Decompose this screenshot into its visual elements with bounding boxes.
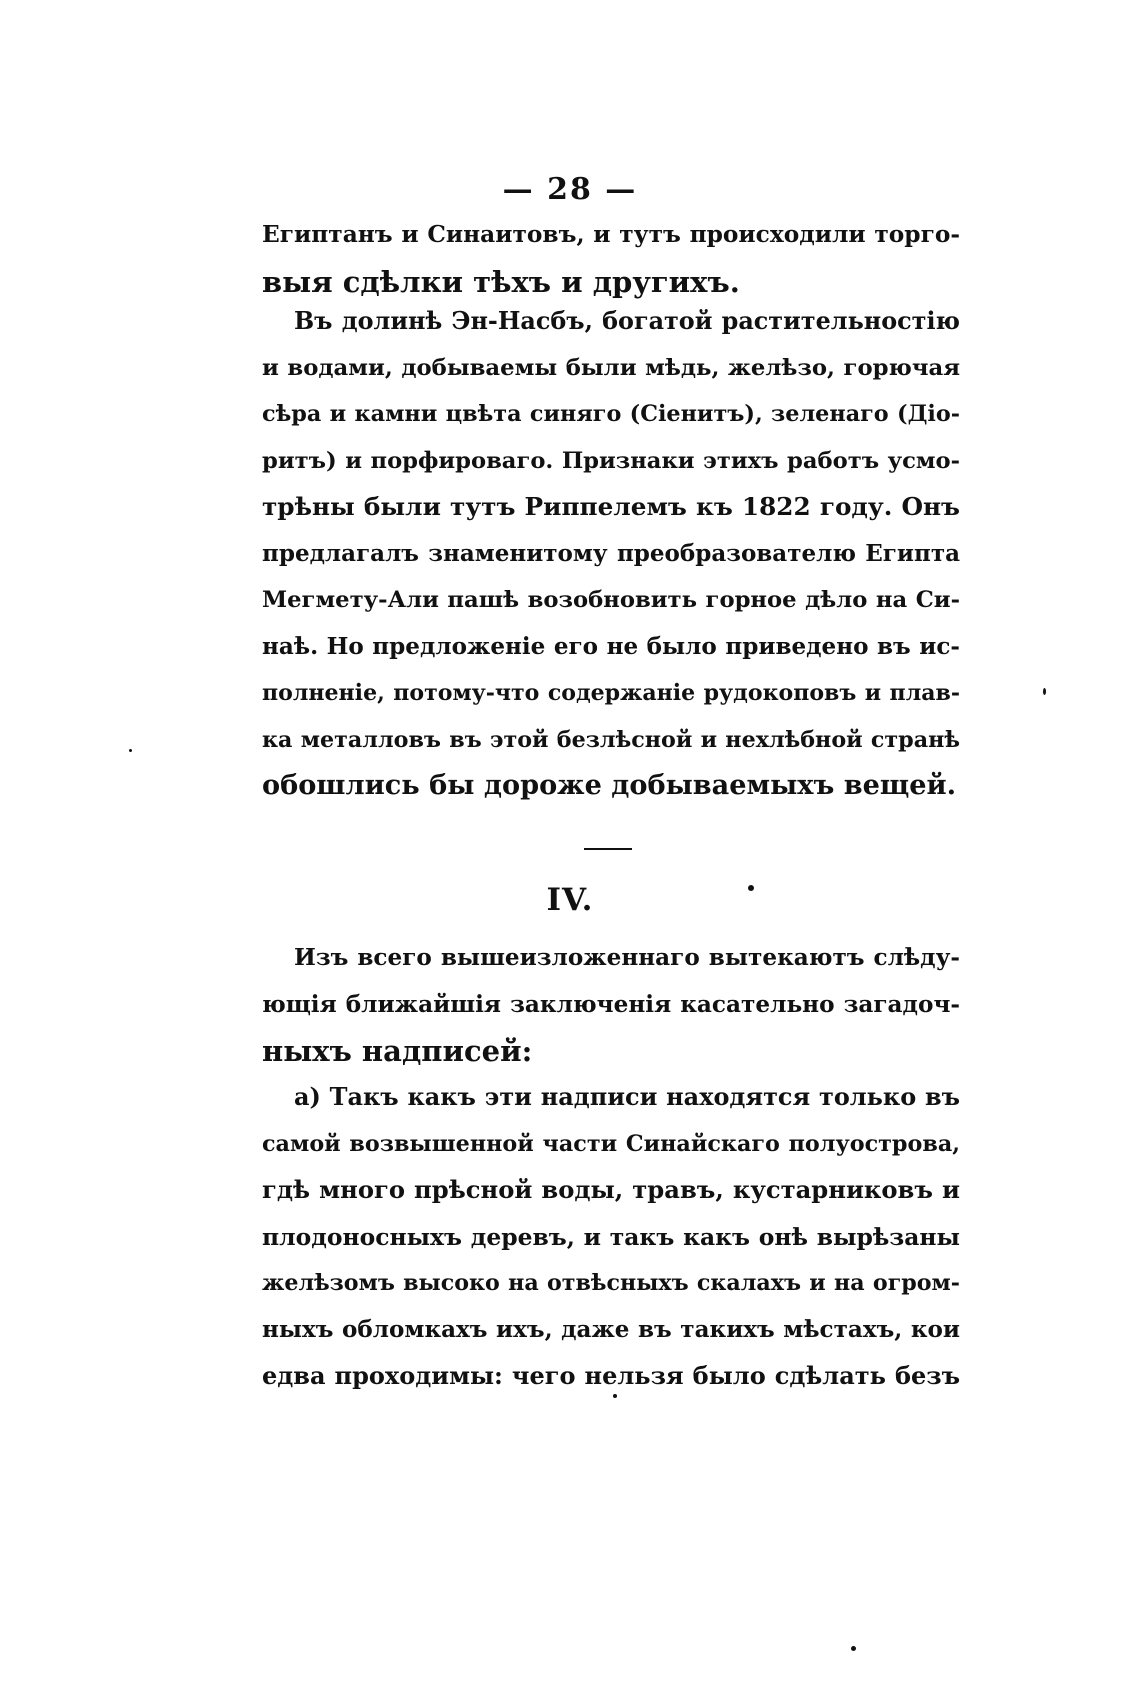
text-line: обошлись бы дороже добываемыхъ вещей.	[262, 770, 957, 801]
text-line: желѣзомъ высоко на отвѣсныхъ скалахъ и на огром-	[262, 1270, 960, 1296]
scan-speck	[851, 1646, 856, 1651]
text-line: едва проходимы: чего нельзя было сдѣлать безъ	[262, 1361, 960, 1390]
text-line: ритъ) и порфироваго. Признаки этихъ работъ усмо-	[262, 447, 960, 474]
paragraph-point-a	[262, 1074, 960, 1400]
scan-speck	[748, 885, 754, 891]
text-line: сѣра и камни цвѣта синяго (Сіенитъ), зеленаго (Діо-	[262, 401, 960, 427]
paragraph-conclusions-intro	[262, 935, 960, 1075]
text-line: Въ долинѣ Эн-Насбъ, богатой растительностію	[294, 307, 960, 335]
scan-speck	[129, 749, 132, 752]
text-line: самой возвышенной части Синайскаго полуострова,	[262, 1130, 960, 1157]
text-line: а) Такъ какъ эти надписи находятся только въ	[294, 1083, 960, 1111]
paragraph-continuation	[262, 212, 960, 305]
text-line: Изъ всего вышеизложеннаго вытекаютъ слѣду-	[294, 944, 960, 971]
text-line: ка металловъ въ этой безлѣсной и нехлѣбной странѣ	[262, 726, 960, 753]
text-line: ныхъ надписей:	[262, 1034, 533, 1068]
text-line: и водами, добываемы были мѣдь, желѣзо, горючая	[262, 354, 960, 381]
text-line: предлагалъ знаменитому преобразователю Египта	[262, 539, 960, 567]
paragraph-mining	[262, 298, 960, 810]
text-line: полненіе, потому-что содержаніе рудокоповъ и плав-	[262, 680, 960, 706]
text-line: наѣ. Но предложеніе его не было приведено въ ис-	[262, 632, 960, 660]
text-line: гдѣ много прѣсной воды, травъ, кустарниковъ и	[262, 1175, 960, 1204]
scan-speck	[613, 1394, 617, 1398]
page-number: — 28 —	[502, 172, 638, 207]
section-divider	[584, 848, 632, 850]
text-line: Мегмету-Али пашѣ возобновить горное дѣло на Си-	[262, 587, 960, 613]
text-line: выя сдѣлки тѣхъ и другихъ.	[262, 264, 740, 299]
text-line: ющія ближайшія заключенія касательно загадоч-	[262, 990, 960, 1018]
text-line: трѣны были тутъ Риппелемъ къ 1822 году. Онъ	[262, 492, 960, 521]
text-line: ныхъ обломкахъ ихъ, даже въ такихъ мѣстахъ, кои	[262, 1315, 960, 1343]
scan-speck	[1043, 688, 1046, 695]
text-line: плодоносныхъ деревъ, и такъ какъ онѣ вырѣзаны	[262, 1222, 960, 1251]
section-heading: IV.	[546, 882, 594, 918]
text-line: Египтанъ и Синаитовъ, и тутъ происходили торго-	[262, 221, 960, 248]
